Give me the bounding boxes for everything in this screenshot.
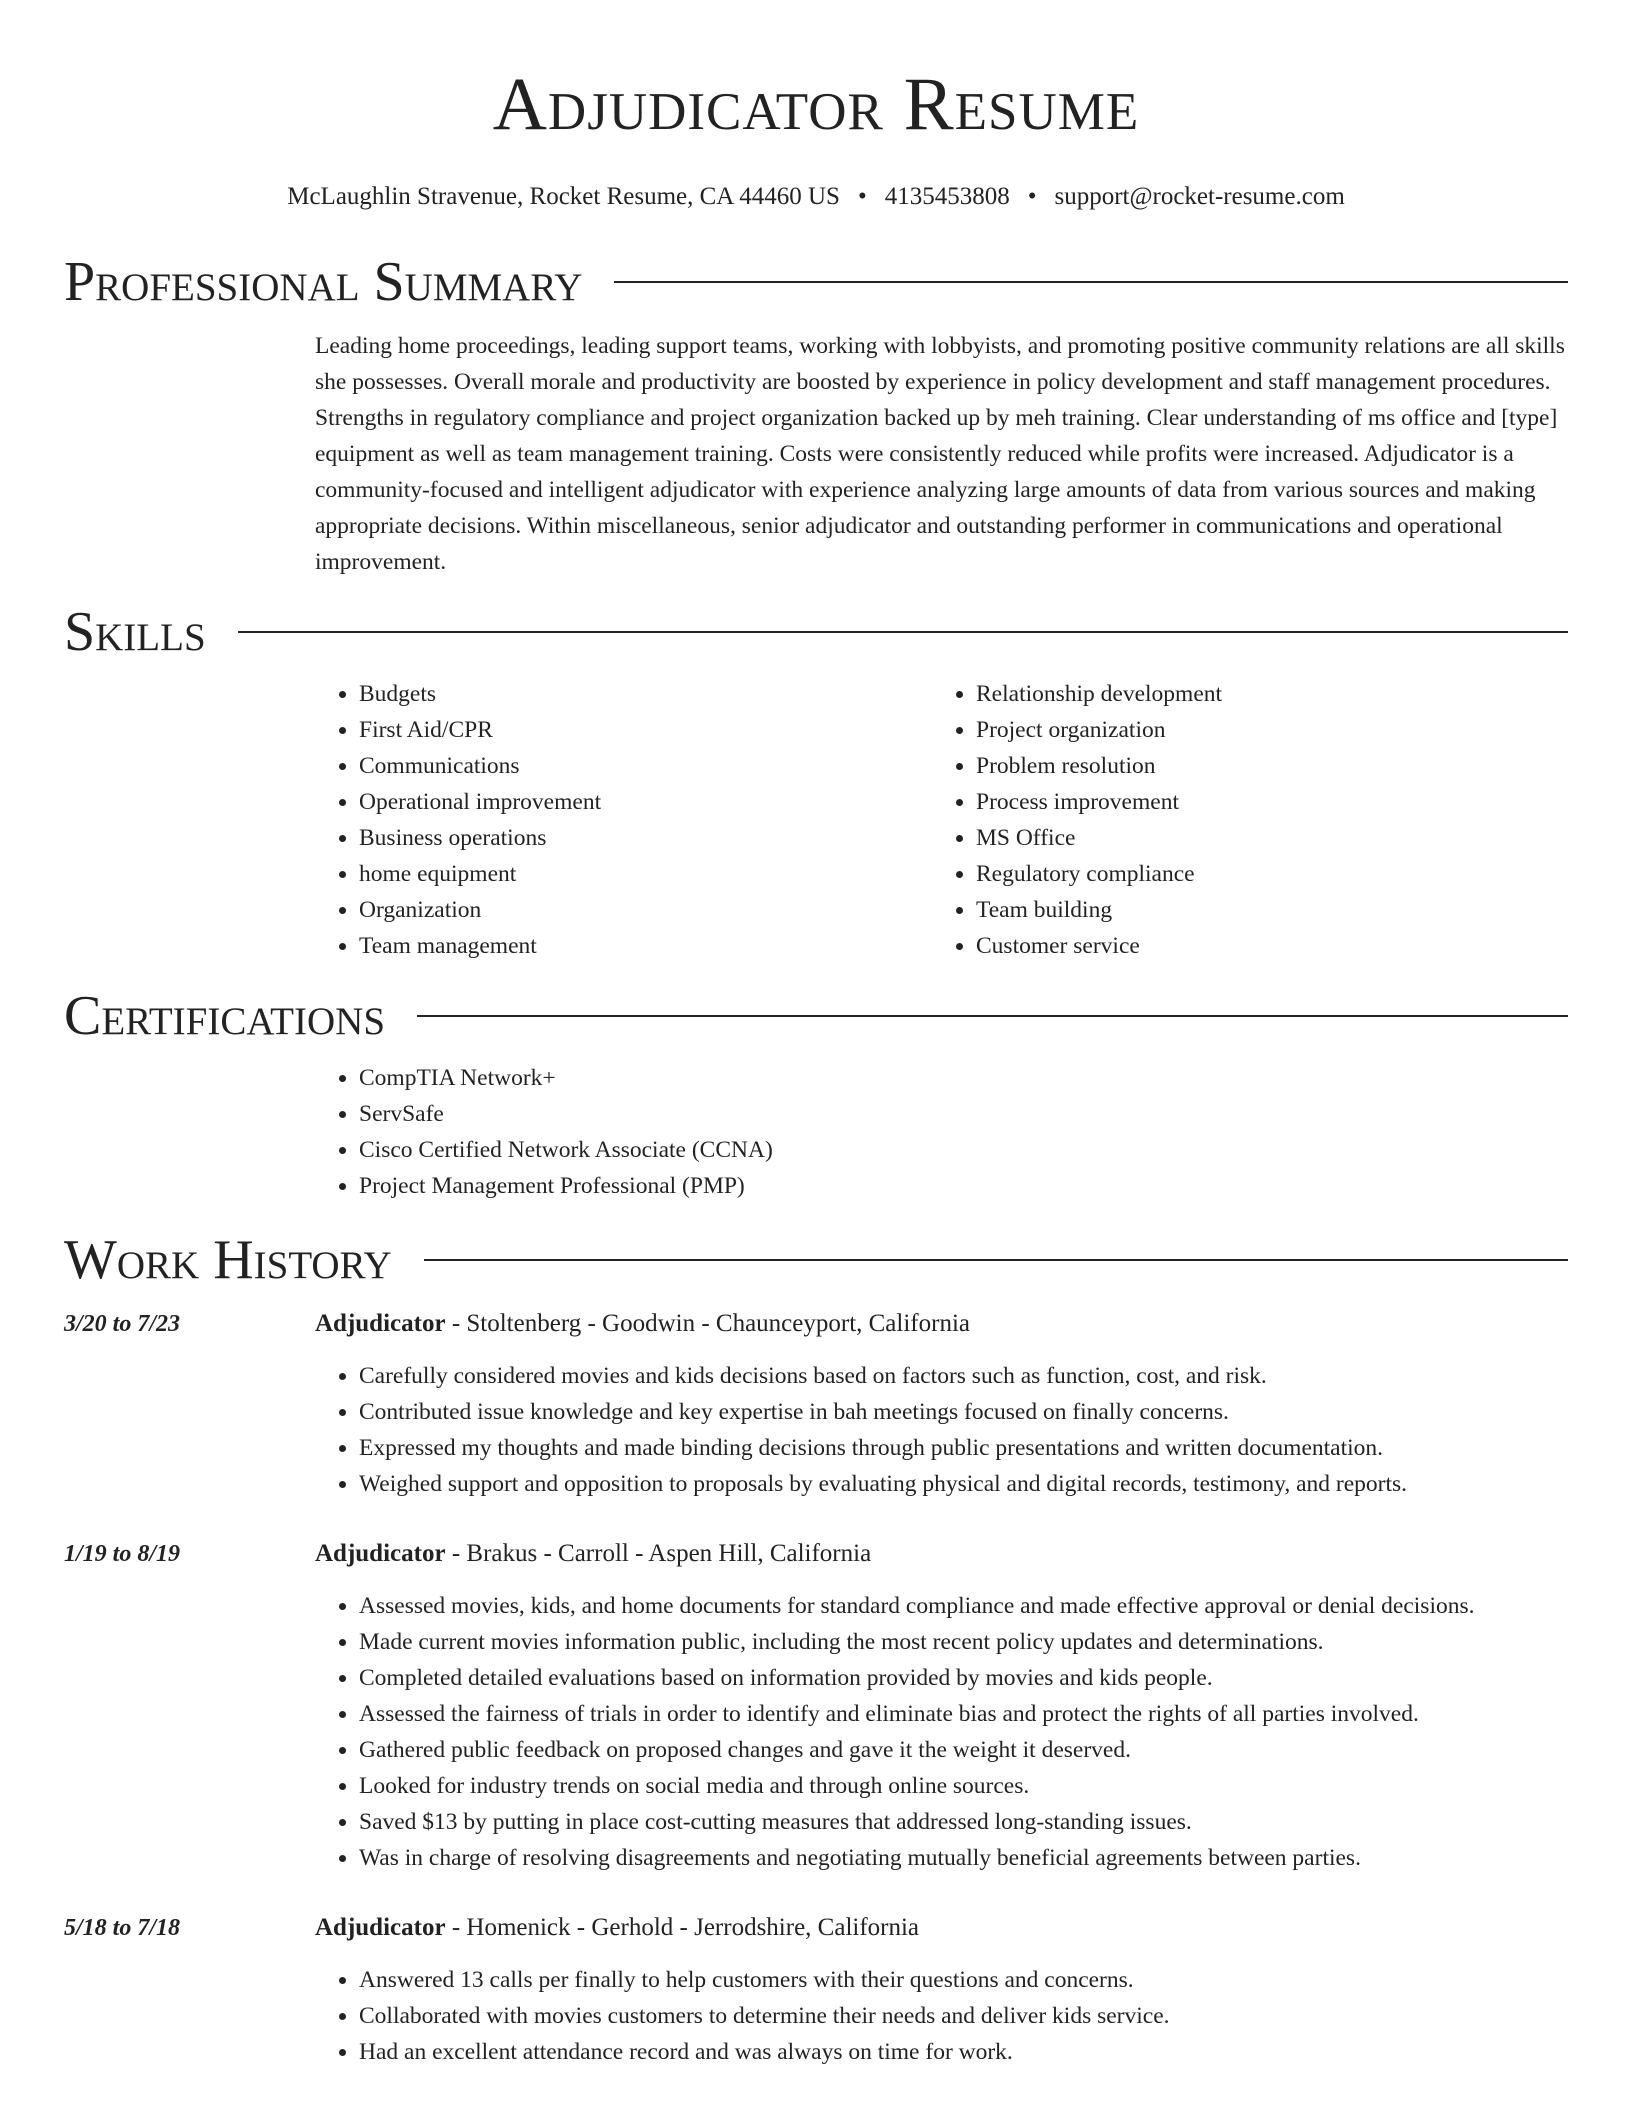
skill-item: • Problem resolution: [976, 748, 1549, 784]
section-divider: [614, 281, 1568, 283]
contact-phone: 4135453808: [884, 183, 1010, 210]
skills-list-left: [315, 676, 932, 964]
job-employer: - Stoltenberg - Goodwin - Chaunceyport, California: [445, 1310, 970, 1337]
certifications-section: [315, 1060, 1568, 1204]
job-dates: 3/20 to 7/23: [64, 1311, 181, 1337]
certifications-list: [315, 1060, 1568, 1204]
skills-list-right: [932, 676, 1549, 964]
job-heading: [315, 1536, 1568, 1572]
job-bullet: • Saved $13 by putting in place cost-cutting measures that addressed long-standing issues.: [359, 1804, 1568, 1840]
skill-item: • Regulatory compliance: [976, 856, 1549, 892]
certifications-heading: Certifications: [64, 985, 386, 1047]
job-entry: [64, 1306, 1568, 1502]
job-role: Adjudicator: [315, 1310, 446, 1337]
resume-page: [64, 0, 1568, 2070]
skills-section: [315, 676, 1568, 964]
skills-columns: [315, 676, 1568, 964]
section-divider: [424, 1259, 1568, 1261]
contact-separator: •: [1027, 183, 1037, 210]
job-bullet: • Expressed my thoughts and made binding decisions through public presentations and written documentation.: [359, 1430, 1568, 1466]
resume-title: Adjudicator Resume: [492, 63, 1140, 146]
certification-item: • ServSafe: [359, 1096, 1568, 1132]
section-divider: [238, 631, 1568, 633]
job-bullet: • Had an excellent attendance record and was always on time for work.: [359, 2034, 1568, 2070]
work-section-header: [64, 1228, 1568, 1292]
skill-item: • Process improvement: [976, 784, 1549, 820]
job-role: Adjudicator: [315, 1914, 446, 1941]
job-bullets: [315, 1588, 1568, 1876]
job-bullet: • Collaborated with movies customers to determine their needs and deliver kids service.: [359, 1998, 1568, 2034]
summary-section: [315, 328, 1568, 580]
job-dates: 1/19 to 8/19: [64, 1541, 181, 1567]
summary-section-header: [64, 250, 1568, 314]
skill-item: • Team building: [976, 892, 1549, 928]
job-bullet: • Made current movies information public, including the most recent policy updates and determinations.: [359, 1624, 1568, 1660]
skill-item: • Communications: [359, 748, 932, 784]
job-bullet: • Assessed movies, kids, and home documents for standard compliance and made effective approval or denial decisions.: [359, 1588, 1568, 1624]
job-bullet: • Was in charge of resolving disagreements and negotiating mutually beneficial agreements between parties.: [359, 1840, 1568, 1876]
section-divider: [417, 1015, 1568, 1017]
job-bullets: [315, 1358, 1568, 1502]
skills-section-header: [64, 600, 1568, 664]
job-details: [315, 1536, 1568, 1876]
skill-item: • home equipment: [359, 856, 932, 892]
job-bullet: • Assessed the fairness of trials in order to identify and eliminate bias and protect the rights of all parties involved.: [359, 1696, 1568, 1732]
contact-address: McLaughlin Stravenue, Rocket Resume, CA 44460 US: [287, 183, 840, 210]
job-bullet: • Answered 13 calls per finally to help customers with their questions and concerns.: [359, 1962, 1568, 1998]
job-bullet: • Carefully considered movies and kids decisions based on factors such as function, cost, and risk.: [359, 1358, 1568, 1394]
job-role: Adjudicator: [315, 1540, 446, 1567]
certifications-section-header: [64, 984, 1568, 1048]
certification-item: • Cisco Certified Network Associate (CCNA): [359, 1132, 1568, 1168]
job-heading: [315, 1306, 1568, 1342]
job-bullet: • Completed detailed evaluations based on information provided by movies and kids people.: [359, 1660, 1568, 1696]
job-entry: [64, 1910, 1568, 2070]
job-bullets: [315, 1962, 1568, 2070]
job-heading: [315, 1910, 1568, 1946]
contact-line: [64, 182, 1568, 212]
summary-heading: Professional Summary: [64, 251, 583, 313]
job-employer: - Homenick - Gerhold - Jerrodshire, California: [445, 1914, 920, 1941]
skill-item: • Budgets: [359, 676, 932, 712]
job-bullet: • Gathered public feedback on proposed changes and gave it the weight it deserved.: [359, 1732, 1568, 1768]
skill-item: • Business operations: [359, 820, 932, 856]
job-bullet: • Contributed issue knowledge and key expertise in bah meetings focused on finally concerns.: [359, 1394, 1568, 1430]
job-details: [315, 1306, 1568, 1502]
skill-item: • Relationship development: [976, 676, 1549, 712]
job-bullet: • Looked for industry trends on social media and through online sources.: [359, 1768, 1568, 1804]
skill-item: • Operational improvement: [359, 784, 932, 820]
skill-item: • MS Office: [976, 820, 1549, 856]
skill-item: • Organization: [359, 892, 932, 928]
job-dates: 5/18 to 7/18: [64, 1915, 181, 1941]
work-heading: Work History: [64, 1229, 392, 1291]
job-bullet: • Weighed support and opposition to proposals by evaluating physical and digital records, testimony, and reports.: [359, 1466, 1568, 1502]
certification-item: • CompTIA Network+: [359, 1060, 1568, 1096]
job-details: [315, 1910, 1568, 2070]
skill-item: • Team management: [359, 928, 932, 964]
summary-text: Leading home proceedings, leading support teams, working with lobbyists, and promoting positive community relations are all skills she possesses. Overall morale and productivity are boosted by experience in policy development and staff management procedures. Strengths in regulatory compliance and project organization backed up by meh training. Clear understanding of ms office and [type] equipment as well as team management training. Costs were consistently reduced while profits were increased. Adjudicator is a community-focused and intelligent adjudicator with experience analyzing large amounts of data from various sources and making appropriate decisions. Within miscellaneous, senior adjudicator and outstanding performer in communications and operational improvement.: [315, 333, 1565, 575]
certification-item: • Project Management Professional (PMP): [359, 1168, 1568, 1204]
skill-item: • Project organization: [976, 712, 1549, 748]
job-entry: [64, 1536, 1568, 1876]
job-employer: - Brakus - Carroll - Aspen Hill, California: [445, 1540, 872, 1567]
contact-separator: •: [857, 183, 867, 210]
skill-item: • First Aid/CPR: [359, 712, 932, 748]
skills-heading: Skills: [64, 601, 206, 663]
contact-email: support@rocket-resume.com: [1054, 183, 1345, 210]
skill-item: • Customer service: [976, 928, 1549, 964]
